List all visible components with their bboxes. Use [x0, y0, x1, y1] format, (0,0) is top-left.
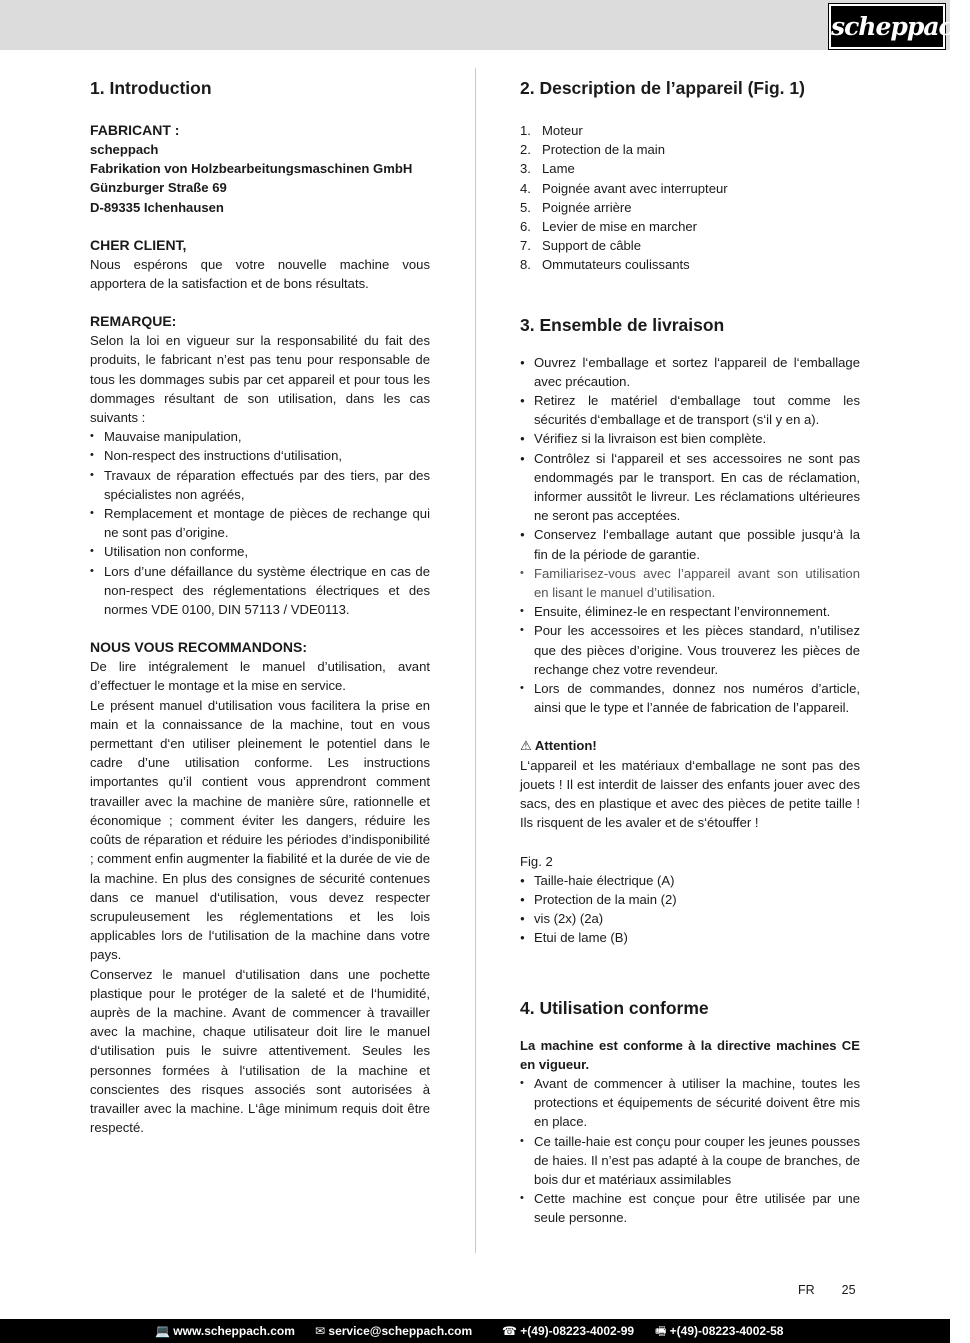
- email-link[interactable]: ✉ service@scheppach.com: [315, 1324, 473, 1338]
- list-item: • Pour les accessoires et les pièces standard, n’utilisez que des pièces d’origine. Vous trouverez les pièces de rechange chez votre revendeur.: [520, 621, 860, 679]
- section-title-introduction: 1. Introduction: [90, 78, 212, 98]
- list-item: ● Vérifiez si la livraison est bien complète.: [520, 429, 860, 448]
- right-column: [520, 76, 860, 1228]
- fig2-list: [520, 871, 860, 948]
- language-code: FR: [798, 1283, 815, 1297]
- warning-icon: ⚠: [520, 738, 532, 754]
- list-item: 3. Lame: [520, 161, 575, 177]
- remarque-list: [90, 427, 430, 619]
- list-item: ● Retirez le matériel d‘emballage tout comme les sécurités d‘emballage et de transport (s‘il y en a).: [520, 391, 860, 429]
- scheppach-logo: scheppach: [829, 4, 945, 49]
- remarque-text: Selon la loi en vigueur sur la responsabilité du fait des produits, le fabricant n’est pas tenu pour responsable de tous les dommages subis par cet appareil et pour tous les dommages résultant de son utilisation, dans les cas suivants :: [90, 333, 430, 426]
- recommandons-paragraph: Conservez le manuel d‘utilisation dans une pochette plastique pour le protéger de la saleté et de l‘humidité, auprès de la machine. Avant de commencer à travailler avec la machine, chaque utilisateur doit lire le manuel d‘utilisation puis le suivre attentivement. Seules les personnes formées à l‘utilisation de la machine et conscientes des risques associés sont autorisées à travailler avec la machine. L‘âge minimum requis doit être respecté.: [90, 966, 430, 1136]
- description-list: [520, 121, 860, 275]
- fig2-label: Fig. 2: [520, 853, 553, 869]
- cher-client-text: Nous espérons que votre nouvelle machine vous apportera de la satisfaction et de bons résultats.: [90, 256, 430, 292]
- fabricant-line: Fabrikation von Holzbearbeitungsmaschinen GmbH: [90, 161, 413, 177]
- list-item: • Ce taille-haie est conçu pour couper les jeunes pousses de haies. Il n’est pas adapté à la coupe de branches, de bois dur et matériaux assimilables: [520, 1132, 860, 1190]
- contact-bar: [0, 1319, 950, 1343]
- mail-icon: ✉: [315, 1324, 326, 1338]
- list-item: ● Etui de lame (B): [520, 928, 860, 947]
- list-item: • Lors de commandes, donnez nos numéros d’article, ainsi que le type et l’année de fabrication de l’appareil.: [520, 679, 860, 717]
- livraison-list: [520, 353, 860, 718]
- list-item: • Ensuite, éliminez-le en respectant l’environnement.: [520, 602, 860, 621]
- recommandons-paragraph: Le présent manuel d‘utilisation vous facilitera la prise en main et la connaissance de la machine, tout en vous permettant d‘en utiliser pleinement le potentiel dans le cadre d’une utilisation conforme. Les instructions importantes qu’il contient vous apprendront comment travailler avec la machine de manière sûre, rationnelle et économique ; comment éviter les dangers, réduire les coûts de réparation et réduire les périodes d’indisponibilité ; comment enfin augmenter la fiabilité et la durée de vie de la machine. En plus des consignes de sécurité contenues dans ce manuel d‘utilisation, vous devez respecter scrupuleusement les réglementations et les lois applicables lors de l‘utilisation de la machine dans votre pays.: [90, 697, 430, 963]
- list-item: ● Contrôlez si l‘appareil et ses accessoires ne sont pas endommagés par le transport. En cas de réclamation, informer aussitôt le livreur. Les réclamations ultérieures ne seront pas acceptées.: [520, 449, 860, 526]
- utilisation-list: [520, 1074, 860, 1228]
- section-title-utilisation: 4. Utilisation conforme: [520, 997, 709, 1018]
- fabricant-line: D-89335 Ichenhausen: [90, 199, 224, 215]
- section-title-livraison: 3. Ensemble de livraison: [520, 314, 725, 335]
- utilisation-intro: La machine est conforme à la directive machines CE en vigueur.: [520, 1037, 860, 1072]
- attention-text: L‘appareil et les matériaux d‘emballage ne sont pas des jouets ! Il est interdit de laisser des enfants jouer avec des sacs, des en plastique et avec des pièces de petite taille ! Ils risquent de les avaler et de s‘étouffer !: [520, 757, 860, 831]
- left-column: [90, 76, 430, 1137]
- fabricant-line: Günzburger Straße 69: [90, 180, 227, 196]
- header-bar: [0, 0, 970, 50]
- page-number: 25: [841, 1283, 856, 1297]
- list-item: • Avant de commencer à utiliser la machine, toutes les protections et équipements de sécurité doivent être mis en place.: [520, 1074, 860, 1132]
- recommandons-heading: NOUS VOUS RECOMMANDONS:: [90, 639, 308, 656]
- list-item: ● vis (2x) (2a): [520, 909, 860, 928]
- list-item: 5. Poignée arrière: [520, 199, 632, 215]
- list-item: 7. Support de câble: [520, 238, 642, 254]
- recommandons-paragraph: De lire intégralement le manuel d’utilisation, avant d’effectuer le montage et la mise en service.: [90, 659, 430, 694]
- fax-number: 🖷 +(49)-08223-4002-58: [655, 1324, 784, 1338]
- list-item: 8. Ommutateurs coulissants: [520, 257, 690, 273]
- list-item: ● Taille-haie électrique (A): [520, 871, 860, 890]
- list-item: 4. Poignée avant avec interrupteur: [520, 180, 728, 196]
- list-item: • Non-respect des instructions d‘utilisation,: [90, 446, 430, 465]
- phone-icon: ☎: [502, 1324, 517, 1338]
- list-item: • Familiarisez-vous avec l’appareil avant son utilisation en lisant le manuel d’utilisation.: [520, 564, 860, 602]
- list-item: • Utilisation non conforme,: [90, 542, 430, 561]
- remarque-heading: REMARQUE:: [90, 313, 177, 330]
- fabricant-heading: FABRICANT :: [90, 122, 180, 138]
- list-item: • Mauvaise manipulation,: [90, 427, 430, 446]
- list-item: 2. Protection de la main: [520, 142, 666, 158]
- list-item: • Lors d’une défaillance du système électrique en cas de non-respect des réglementations électriques et des normes VDE 0100, DIN 57113 / VDE0113.: [90, 562, 430, 620]
- website-link[interactable]: 💻 www.scheppach.com: [155, 1324, 295, 1338]
- list-item: 6. Levier de mise en marcher: [520, 219, 698, 235]
- list-item: • Remplacement et montage de pièces de rechange qui ne sont pas d’origine.: [90, 504, 430, 542]
- cher-client-heading: CHER CLIENT,: [90, 236, 187, 253]
- list-item: • Cette machine est conçue pour être utilisée par une seule personne.: [520, 1189, 860, 1227]
- fabricant-address: [90, 140, 430, 217]
- list-item: • Travaux de réparation effectués par des tiers, par des spécialistes non agréés,: [90, 466, 430, 504]
- fabricant-line: scheppach: [90, 142, 159, 157]
- list-item: ● Ouvrez l‘emballage et sortez l‘appareil de l‘emballage avec précaution.: [520, 353, 860, 391]
- page-number-area: [798, 1283, 856, 1297]
- computer-icon: 💻: [155, 1324, 170, 1338]
- column-divider: [475, 68, 476, 1253]
- section-title-description: 2. Description de l’appareil (Fig. 1): [520, 78, 805, 98]
- list-item: ● Protection de la main (2): [520, 890, 860, 909]
- list-item: ● Conservez l‘emballage autant que possible jusqu‘à la fin de la période de garantie.: [520, 525, 860, 563]
- list-item: 1. Moteur: [520, 123, 583, 138]
- phone-number: ☎ +(49)-08223-4002-99: [502, 1324, 635, 1338]
- fax-icon: 🖷: [655, 1324, 667, 1338]
- attention-heading: ⚠ Attention!: [520, 738, 597, 754]
